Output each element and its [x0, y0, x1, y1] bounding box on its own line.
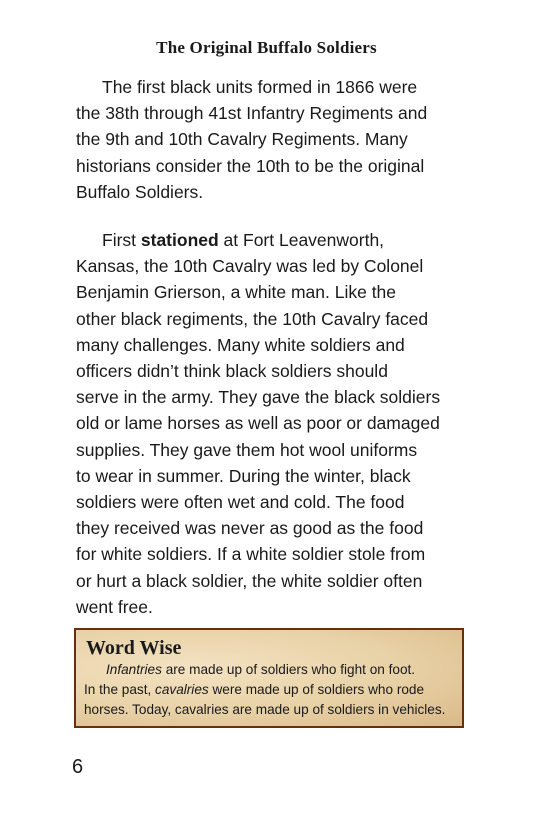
- paragraph-2-line: serve in the army. They gave the black soldiers: [76, 387, 441, 408]
- paragraph-2-line: or hurt a black soldier, the white soldier often: [76, 570, 423, 591]
- text-run: In the past,: [84, 682, 156, 697]
- term-cavalries: cavalries: [155, 682, 209, 697]
- section-heading: The Original Buffalo Soldiers: [156, 38, 377, 57]
- paragraph-1-line: The first black units formed in 1866 were: [102, 77, 418, 97]
- word-wise-title: Word Wise: [86, 637, 182, 659]
- word-wise-line: [84, 660, 462, 680]
- paragraph-2-line: officers didn’t think black soldiers should: [76, 361, 388, 382]
- paragraph-1-line: historians consider the 10th to be the original: [76, 155, 425, 176]
- vocabulary-term: stationed: [140, 230, 219, 250]
- paragraph-1-line: Buffalo Soldiers.: [76, 181, 204, 202]
- word-wise-box: [74, 628, 464, 728]
- text-run: are made up of soldiers who fight on foot.: [161, 662, 416, 677]
- text-run: were made up of soldiers who rode: [208, 682, 425, 697]
- text-run: First: [102, 230, 141, 250]
- paragraph-1-line: the 9th and 10th Cavalry Regiments. Many: [76, 129, 408, 150]
- paragraph-1: [76, 74, 476, 205]
- word-wise-line: horses. Today, cavalries are made up of soldiers in vehicles.: [84, 702, 446, 717]
- paragraph-2-line: to wear in summer. During the winter, black: [76, 465, 411, 486]
- page-number: 6: [72, 756, 84, 778]
- word-wise-line: [84, 680, 462, 700]
- paragraph-2-line: Kansas, the 10th Cavalry was led by Colonel: [76, 256, 424, 277]
- paragraph-2-line: supplies. They gave them hot wool uniforms: [76, 439, 418, 460]
- paragraph-2-line: many challenges. Many white soldiers and: [76, 334, 405, 355]
- paragraph-2-line: [76, 227, 476, 253]
- paragraph-2-line: went free.: [76, 596, 153, 617]
- word-wise-body: [84, 660, 462, 720]
- paragraph-2: [76, 227, 476, 620]
- paragraph-2-line: old or lame horses as well as poor or damaged: [76, 413, 440, 434]
- paragraph-2-line: soldiers were often wet and cold. The food: [76, 492, 405, 513]
- paragraph-2-line: other black regiments, the 10th Cavalry faced: [76, 308, 429, 329]
- text-run: at Fort Leavenworth,: [218, 230, 385, 250]
- paragraph-2-line: for white soldiers. If a white soldier stole from: [76, 544, 426, 565]
- paragraph-2-line: Benjamin Grierson, a white man. Like the: [76, 282, 397, 303]
- term-infantries: Infantries: [106, 662, 162, 677]
- paragraph-1-line: the 38th through 41st Infantry Regiments and: [76, 103, 428, 124]
- paragraph-2-line: they received was never as good as the food: [76, 518, 424, 539]
